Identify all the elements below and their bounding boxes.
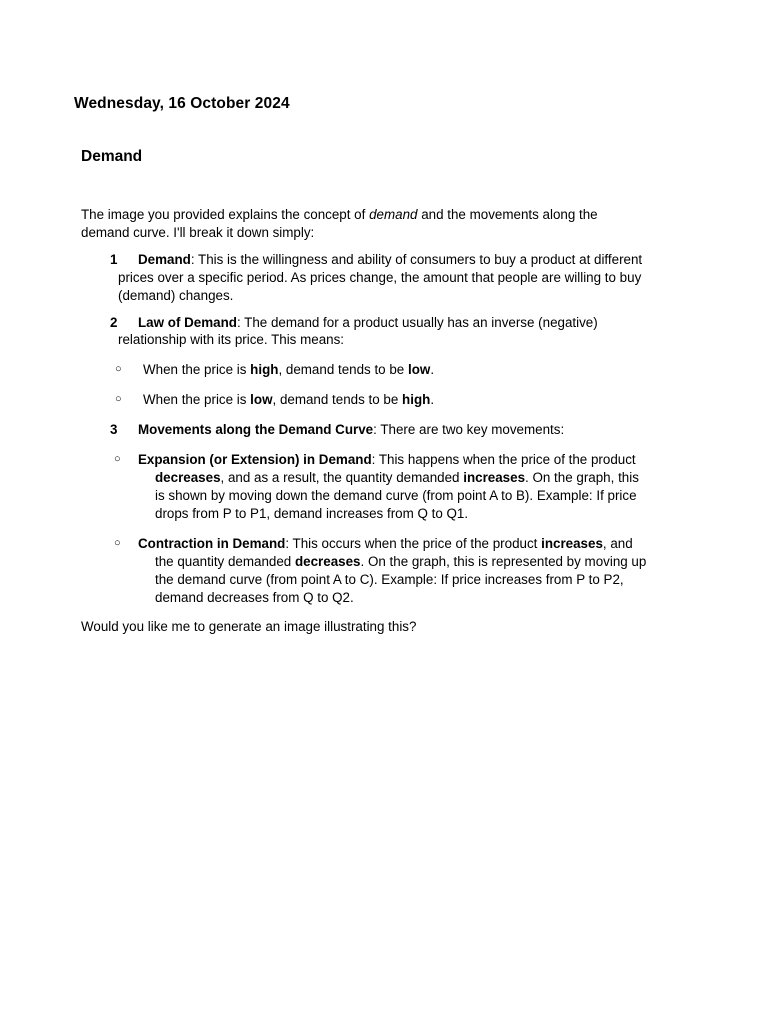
law-bullet-1: When the price is high, demand tends to be low. — [143, 362, 435, 377]
list-number-2: 2 — [110, 315, 118, 330]
bullet-circle-icon: ○ — [114, 537, 121, 549]
intro-text-cont: and the movements along the — [417, 207, 598, 222]
list-item-1-label: Demand — [138, 252, 191, 267]
contraction-line4: demand decreases from Q to Q2. — [155, 590, 354, 605]
expansion-line1: Expansion (or Extension) in Demand: This happens when the price of the product — [138, 452, 636, 467]
section-title: Demand — [81, 148, 143, 165]
list-item-1-line2: prices over a specific period. As prices change, the amount that people are willing to buy — [118, 270, 642, 285]
list-item-1-line3: (demand) changes. — [118, 288, 234, 303]
law-bullet-2: When the price is low, demand tends to be high. — [143, 392, 435, 407]
document-date: Wednesday, 16 October 2024 — [74, 95, 290, 112]
closing-question: Would you like me to generate an image illustrating this? — [81, 619, 417, 634]
intro-emphasis: demand — [369, 207, 418, 222]
list-item-3-line1 — [138, 421, 564, 439]
list-number-3: 3 — [110, 422, 118, 437]
contraction-line3: the demand curve (from point A to C). Example: If price increases from P to P2, — [155, 572, 624, 587]
expansion-line2: decreases, and as a result, the quantity demanded increases. On the graph, this — [155, 470, 639, 485]
list-number-1: 1 — [110, 252, 118, 267]
list-item-1-line1 — [138, 251, 642, 269]
list-item-3-text: : There are two key movements: — [373, 422, 565, 437]
expansion-line3: is shown by moving down the demand curve (from point A to B). Example: If price — [155, 488, 637, 503]
contraction-line2: the quantity demanded decreases. On the graph, this is represented by moving up — [155, 554, 647, 569]
bullet-circle-icon: ○ — [115, 363, 122, 375]
contraction-line1: Contraction in Demand: This occurs when the price of the product increases, and — [138, 536, 633, 551]
list-item-2-line1 — [138, 314, 598, 332]
intro-text: The image you provided explains the concept of — [81, 207, 370, 222]
list-item-1-text: : This is the willingness and ability of consumers to buy a product at different — [190, 252, 643, 267]
list-item-2-line2: relationship with its price. This means: — [118, 332, 344, 347]
list-item-2-label: Law of Demand — [138, 315, 237, 330]
bullet-circle-icon: ○ — [115, 393, 122, 405]
list-item-3-label: Movements along the Demand Curve — [138, 422, 374, 437]
intro-line2: demand curve. I'll break it down simply: — [81, 225, 315, 240]
expansion-line4: drops from P to P1, demand increases from Q to Q1. — [155, 506, 469, 521]
bullet-circle-icon: ○ — [114, 453, 121, 465]
intro-paragraph — [81, 206, 681, 242]
list-item-2-text: : The demand for a product usually has an inverse (negative) — [236, 315, 598, 330]
